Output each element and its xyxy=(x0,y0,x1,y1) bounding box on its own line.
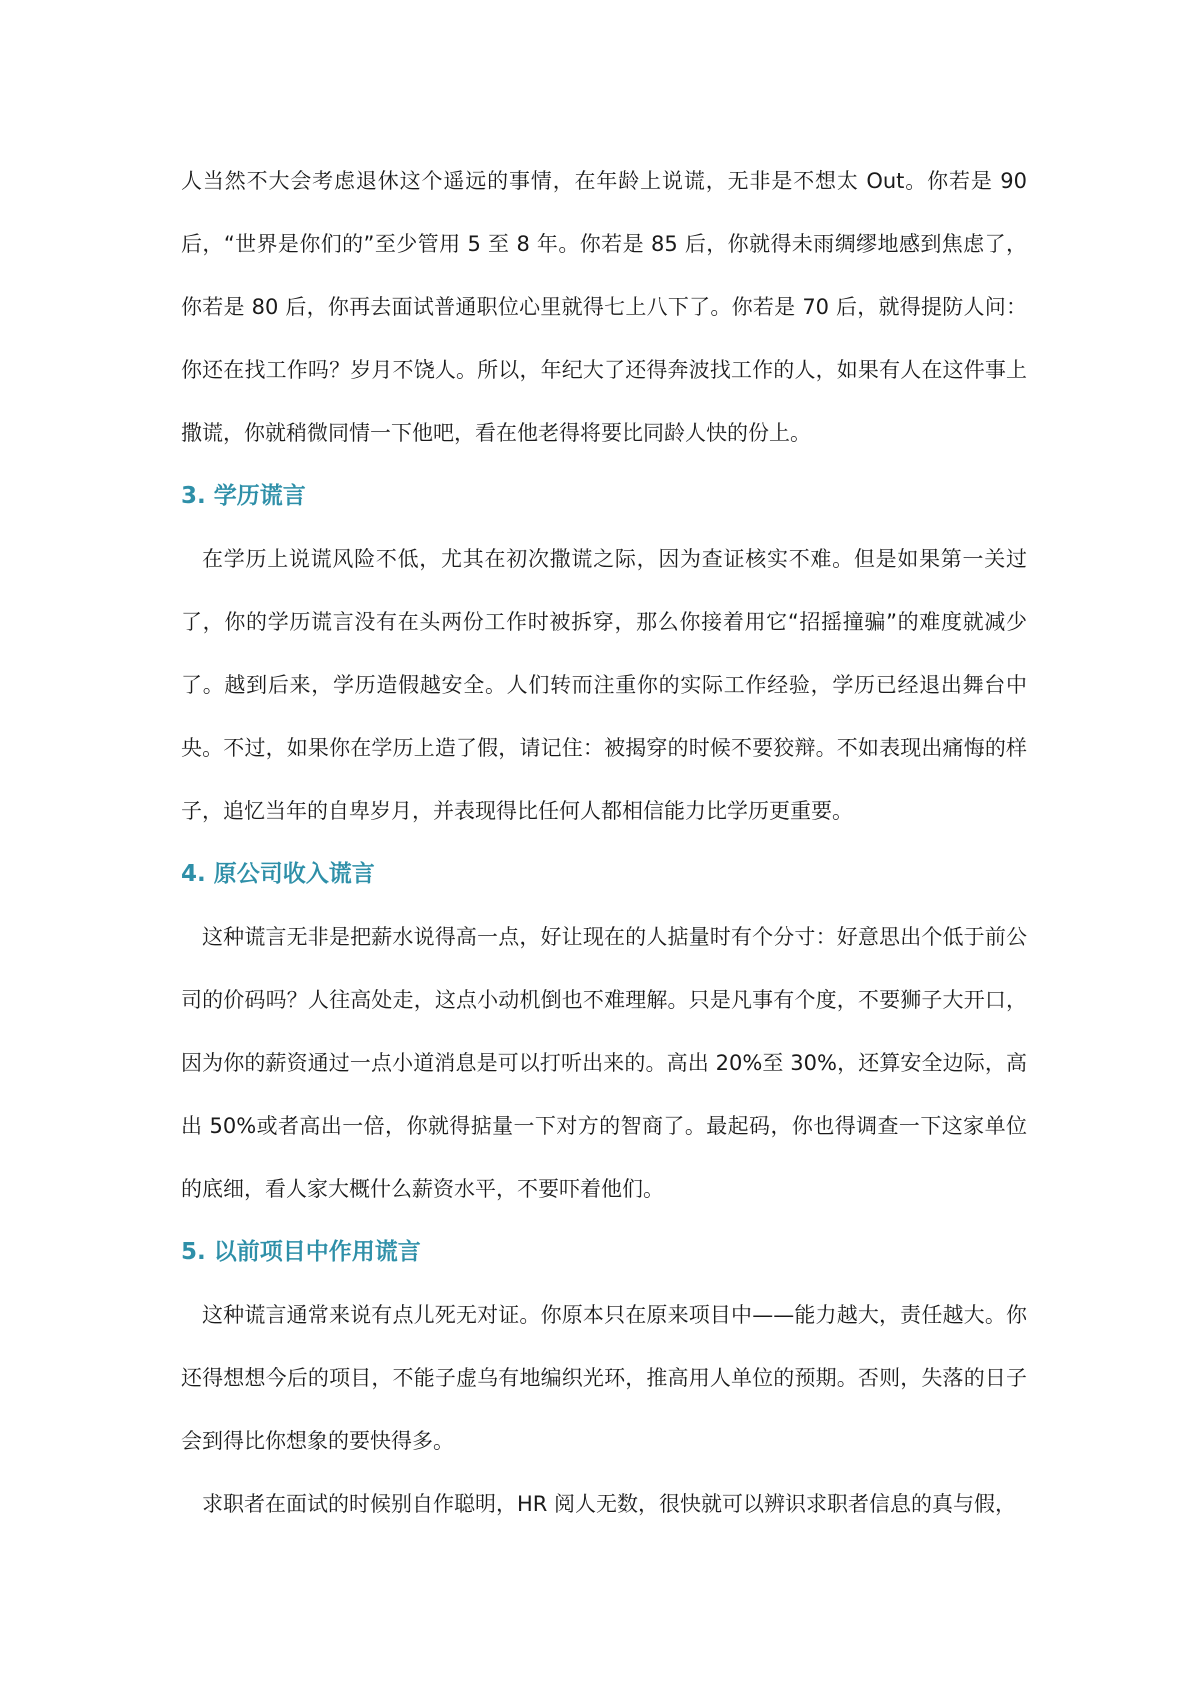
section-heading-education-lie: 3. 学历谎言 xyxy=(181,483,306,509)
section-heading-salary-lie: 4. 原公司收入谎言 xyxy=(181,861,375,887)
paragraph-project-role-lie: 这种谎言通常来说有点儿死无对证。你原本只在原来项目中——能力越大，责任越大。你还得想想今后的项目，不能子虚乌有地编织光环，推高用人单位的预期。否则，失落的日子会到得比你想象的要快得多。 xyxy=(181,1303,1027,1453)
paragraph-salary-lie: 这种谎言无非是把薪水说得高一点，好让现在的人掂量时有个分寸：好意思出个低于前公司的价码吗？人往高处走，这点小动机倒也不难理解。只是凡事有个度，不要狮子大开口，因为你的薪资通过一点小道消息是可以打听出来的。高出 20%至 30%，还算安全边际，高出 50%或者高出一倍，你就得掂量一下对方的智商了。最起码，你也得调查一下这家单位的底细，看人家大概什么薪资水平，不要吓着他们。 xyxy=(181,925,1027,1201)
document-body xyxy=(181,150,1027,1536)
paragraph-retirement-age: 人当然不大会考虑退休这个遥远的事情，在年龄上说谎，无非是不想太 Out。你若是 90 后，“世界是你们的”至少管用 5 至 8 年。你若是 85 后，你就得未雨绸缪地感到焦虑了，你若是 80 后，你再去面试普通职位心里就得七上八下了。你若是 70 后，就得提防人问：你还在找工作吗？岁月不饶人。所以，年纪大了还得奔波找工作的人，如果有人在这件事上撒谎，你就稍微同情一下他吧，看在他老得将要比同龄人快的份上。 xyxy=(181,169,1027,445)
paragraph-interview-advice: 求职者在面试的时候别自作聪明，HR 阅人无数，很快就可以辨识求职者信息的真与假， xyxy=(202,1492,1017,1516)
paragraph-education-lie: 在学历上说谎风险不低，尤其在初次撒谎之际，因为查证核实不难。但是如果第一关过了，你的学历谎言没有在头两份工作时被拆穿，那么你接着用它“招摇撞骗”的难度就减少了。越到后来，学历造假越安全。人们转而注重你的实际工作经验，学历已经退出舞台中央。不过，如果你在学历上造了假，请记住：被揭穿的时候不要狡辩。不如表现出痛悔的样子，追忆当年的自卑岁月，并表现得比任何人都相信能力比学历更重要。 xyxy=(181,547,1027,823)
section-heading-project-role-lie: 5. 以前项目中作用谎言 xyxy=(181,1239,421,1265)
